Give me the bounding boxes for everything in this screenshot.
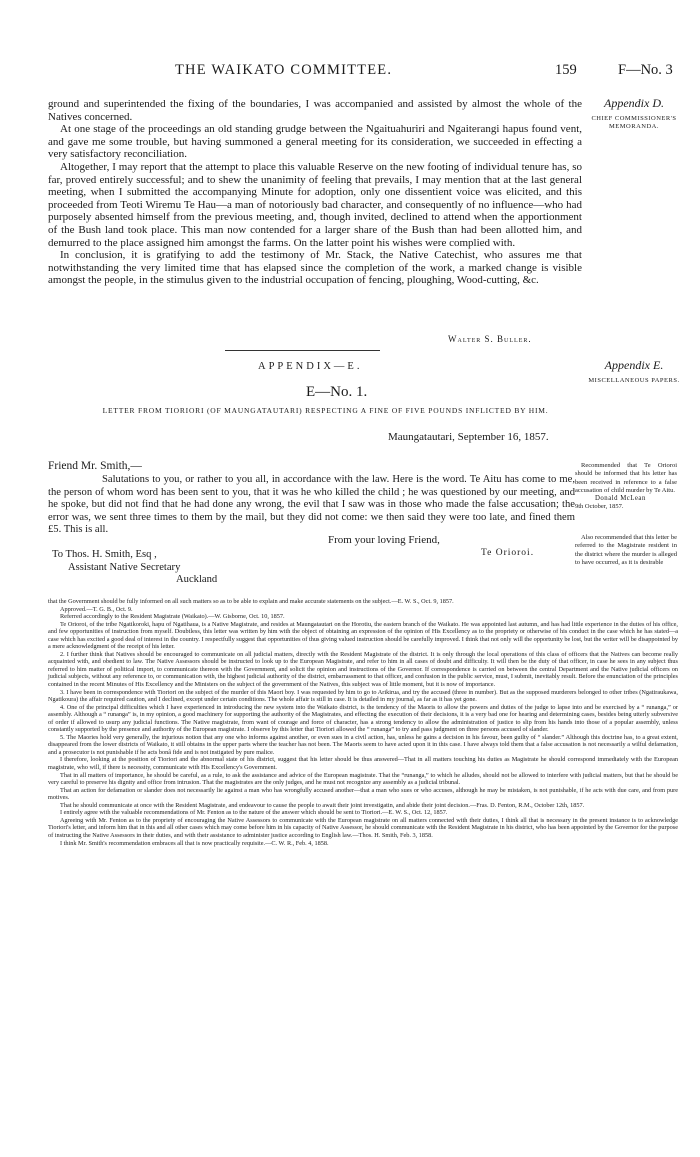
minute-paragraph: Te Orioroi, of the tribe Ngatikoroki, hapu of Ngatihaua, is a Native Magistrate, and resides at Maungatautari on the Horotiu, the eastern branch of the Waikato. He was appointed last autumn, and has had little experience in the duties of his office, and few opportunities of instruction from myself. Doubtless, this letter was written by him with the object of obtaining an expression of the opinion of His Excellency as to the propriety or otherwise of his conduct in the case which he has stated—a case which has excited a good deal of interest in the country. I respectfully suggest that opportunities of thus giving valued instruction should be carefully improved. I think that not only will the opportunity be lost, but the writer will be disappointed by a mere acknowledgment of the receipt of his letter.	[48, 620, 678, 651]
minute-paragraph: that the Government should be fully informed on all such matters so as to be able to explain and make accurate statements on the subject.—E. W. S., Oct. 9, 1857.	[48, 598, 454, 605]
memo-paragraph: In conclusion, it is gratifying to add the testimony of Mr. Stack, the Native Catechist, who assures me that notwithstanding the very limited time that has elapsed since the completion of the work, a marked change is visible amongst the people, in the stimulus given to the industrial occupation of fencing, ploughing, Wood-cutting, &c.	[48, 249, 582, 287]
running-header	[48, 62, 678, 82]
minute-paragraph: I entirely agree with the valuable recommendations of Mr. Fenton as to the nature of the answer which should be sent to Tioriori.—E. W. S., Oct. 12, 1857.	[60, 809, 448, 817]
memo-paragraph: At one stage of the proceedings an old standing grudge between the Ngaituahuriri and Ngaiterangi hapus found vent, and gave me some trouble, but having summoned a general meeting for its consideration, we succeeded in effecting a very satisfactory reconciliation.	[48, 123, 582, 161]
appendix-e-note: MISCELLANEOUS PAPERS.	[588, 377, 680, 384]
official-minutes	[48, 598, 678, 847]
recommendation-date: 9th October, 1857.	[575, 503, 624, 511]
page-number: 159	[555, 62, 577, 78]
minute-paragraph: 4. One of the principal difficulties which I have experienced in introducing the new system into the Waikato district, is the tendency of the Maoris to allow the powers and duties of the judge to lapse into and be exercised by a “ runanga,” or assembly. Although a “ runanga” is, in my opinion, a good machinery for supporting the authority of the Magistrates, and effecting the execution of their decisions, it is a very bad one for hearing and determining cases, besides being utterly subversive of order if allowed to usurp any judicial functions. The Native magistrate, from want of courage and force of character, has a strong tendency to allow the administration of justice to slip from his hands into those of a popular assembly, unless constantly supported by the presence and authority of the European magistrate. I observe by this letter that Tioriori allowed the “ runanga” to try and pass judgment on three persons accused of slander.	[48, 703, 678, 734]
addressee-line: Auckland	[176, 574, 218, 585]
minute-paragraph: 5. The Maories hold very generally, the injurious notion that any one who informs against another, or even sues in a civil action, has, unless he gains a decision in his favour, been guilty of “ slander.” Although this doctrine has, to a great extent, disappeared from the lower districts of Waikato, it still obtains in the upper parts where the teacher has not been. The Maoris seem to have acted upon it in this case. I have always told them that a false accusation is not necessarily a wilful defamation, and a prosecutor is not punishable if he acts bonâ fide and is not instigated by pure malice.	[48, 733, 678, 756]
memo-body	[48, 98, 582, 287]
paper-number: E—No. 1.	[306, 384, 368, 400]
minute-paragraph: I think Mr. Smith's recommendation embraces all that is now practically requisite.—C. W. R., Feb. 4, 1858.	[60, 839, 329, 847]
minute-paragraph: Referred accordingly to the Resident Magistrate (Waikato).—W. Gisborne, Oct. 10, 1857.	[60, 613, 285, 621]
letter-paragraph: Salutations to you, or rather to you all, in accordance with the law. Here is the word. Te Aitu has come to me, the person of whom word has been sent to you, that it was he who killed the child ; he was questioned by our meeting, and he spoke, but did not find that he had done any wrong, the evil that I saw was in those who made the false accusation; the error was, we sent three times to them by the mail, but they did not come: we then said they were too late, and fined them £5. This is all.	[48, 474, 575, 535]
place-date: Maungatautari, September 16, 1857.	[388, 431, 549, 443]
appendix-e-label: Appendix E.	[604, 358, 664, 372]
memo-paragraph: Altogether, I may report that the attempt to place this valuable Reserve on the new footing of individual tenure has, so far, proved entirely successful; and to shew the unanimity of feeling that prevails, I may mention that at the last general meeting, when I submitted the accompanying Minute for adoption, only one dissentient voice was elicited, and this proceeded from Teoti Wiremu Te Hau—a man of notoriously bad character, and consequently of no influence—who had purposely absented himself from the previous meeting, and, though invited, declined to attend when the apportionment of the Bush land took place. This man now contended for a larger share of the Bush than had been allotted him, and demurred to the place assigned him amongst the farms. On the latter point his wishes were complied with.	[48, 160, 582, 249]
letter-body	[48, 474, 575, 537]
closing: From your loving Friend,	[328, 534, 440, 546]
memo-paragraph: ground and superintended the fixing of the boundaries, I was accompanied and assisted by almost the whole of the Natives concerned.	[48, 98, 582, 123]
sidenote-appendix-d	[588, 96, 680, 131]
letter-signature: Te Orioroi.	[481, 548, 535, 558]
recommendation-text: Also recommended that this letter be referred to the Magistrate resident in the district where the murder is alleged to have occurred, as it is desirable	[575, 534, 677, 566]
sidenote-recommendation-2	[575, 534, 677, 567]
document-reference: F—No. 3	[618, 62, 673, 78]
sidenote-appendix-e	[588, 358, 680, 385]
minute-paragraph: Agreeing with Mr. Fenton as to the propriety of encouraging the Native Assessors to communicate with the European magistrate on all matters connected with their duties, I think all that is necessary in the present instance is to acknowledge Tioriori's letter, and inform him that in this and all other cases which may come before him in his capacity of Native Assessor, he should communicate with the Resident Magistrate in his district, who has been appointed by the Governor for the purpose of instructing the Native Assessors in their duties, and with their assistance to administer justice according to English law.—Thos. H. Smith, Feb. 3, 1858.	[48, 816, 678, 839]
addressee-line: To Thos. H. Smith, Esq ,	[52, 549, 157, 560]
minute-paragraph: That he should communicate at once with the Resident Magistrate, and endeavour to cause the people to await their joint investigatin, and abide their joint decision.—Fras. D. Fenton, R.M., October 12th, 1857.	[60, 801, 585, 809]
letter-title: LETTER FROM TIORIORI (OF MAUNGATAUTARI) RESPECTING A FINE OF FIVE POUNDS INFLICTED BY HIM.	[102, 406, 549, 415]
recommendation-signature: Donald McLean	[595, 495, 646, 503]
appendix-d-label: Appendix D.	[604, 96, 664, 110]
appendix-d-note: CHIEF COMMISSIONER'S MEMORANDA.	[591, 115, 677, 130]
sidenote-recommendation-1	[575, 462, 677, 512]
minute-paragraph: 2. I further think that Natives should be encouraged to communicate on all judicial matters, directly with the Resident Magistrate of the district. It is only through the local operations of this class of officers that the Natives can become really acquainted with, and obedient to law. The Native Assessors should be instructed to look up to the European Magistrate, and refer to him in all cases of doubt and difficulty. It will then be the duty of that officer, in case he sees in any subject thus referred to him matter of political import, to communicate thereon with the Government, and solicit the opinion and instructions of the Governor. If correspondence is carried on between the central Department and the Native judicial officers on judicial subjects, without any reference to, or communication with, the highest judicial authority of the district, embarrassment to that officer, and confusion in the public service, must, I submit, inevitably result. Before the enunciation of the principles contained in the recent Minutes of His Excellency and the Ministers on the subject of the government of the Natives, this subject was of little moment, but it is now of importance.	[48, 650, 678, 689]
header-title: THE WAIKATO COMMITTEE.	[175, 62, 393, 78]
minute-paragraph: Approved.—T. G. B., Oct. 9.	[60, 605, 133, 613]
minute-paragraph: 3. I have been in correspondence with Tioriori on the subject of the murder of this Maori boy. I was requested by him to go to Arikirua, and try the accused (three in number). But as the supposed murderers belonged to other tribes (Ngatiraukawa, Ngatikoura) the affair required caution, and I declined, except under certain conditions. The whole affair is still in case. It is detailed in my journal, as far as it has yet gone.	[48, 688, 678, 704]
minute-paragraph: I therefore, looking at the position of Tioriori and the abnormal state of his district, suggest that his letter should be thus answered—That in all matters touching his duties as Magistrate he should correspond immediately with the European magistrate, who will, if there is necessity, communicate with His Excellency's Government.	[48, 756, 678, 772]
minute-paragraph: That in all matters of importance, he should be careful, as a rule, to ask the assistance and advice of the European magistrate. That the “runanga,” to which he alludes, should not be allowed to interfere with judicial matters, but that he should be very careful to preserve his dignity and office from intrusion. That the magistrates are the only judges, and he must not recognize any assembly as a judicial tribunal.	[48, 771, 678, 787]
addressee-line: Assistant Native Secretary	[68, 561, 181, 573]
appendix-e-heading: APPENDIX—E.	[258, 361, 363, 372]
salutation: Friend Mr. Smith,—	[48, 460, 142, 472]
section-divider	[225, 350, 380, 351]
memo-signature: Walter S. Buller.	[448, 334, 532, 344]
recommendation-text: Recommended that Te Orioroi should be informed that his letter has been received in reference to a false accusation of child murder by Te Aitu.	[575, 462, 677, 494]
minute-paragraph: That an action for defamation or slander does not necessarily lie against a man who has wrongfully accused another—that a man who sues or who accuses, although he may be mistaken, is not punishable, if he acts with due care, and from pure motives.	[48, 786, 678, 802]
